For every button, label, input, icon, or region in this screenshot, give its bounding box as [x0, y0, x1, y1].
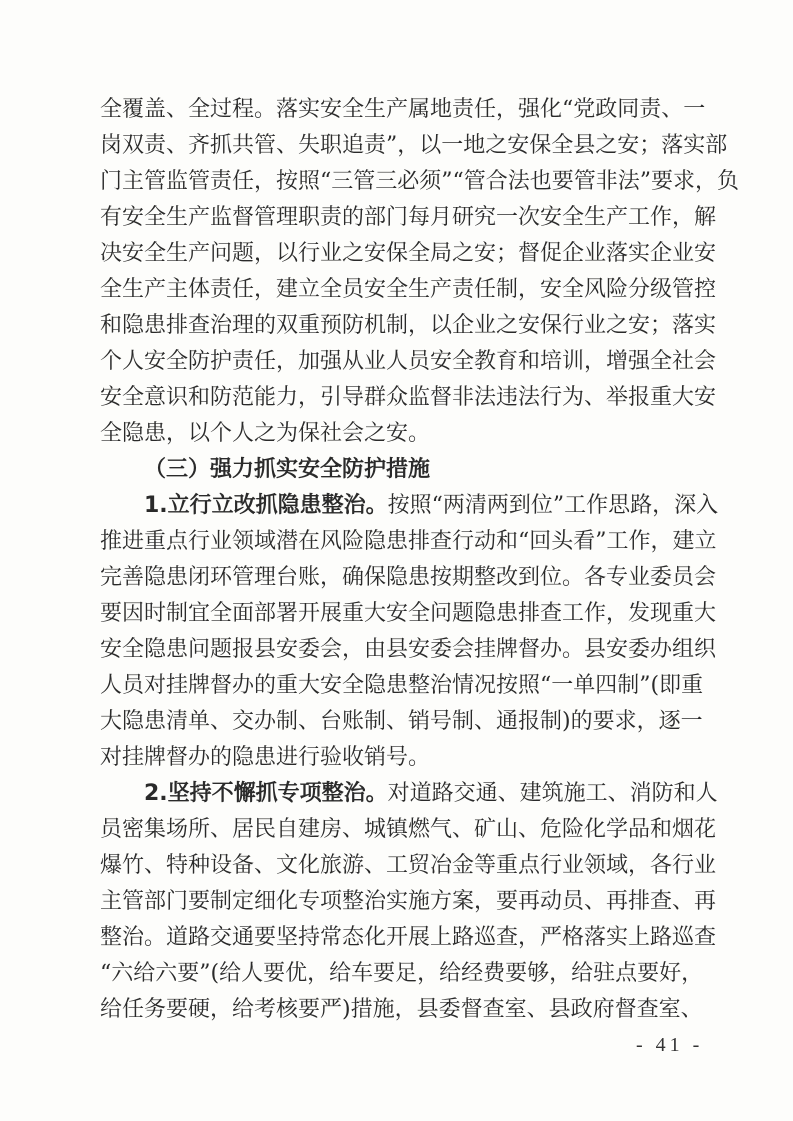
section-heading: （三）强力抓实安全防护措施	[144, 457, 431, 482]
item-title: 2.坚持不懈抓专项整治。	[144, 781, 388, 806]
text-line: 给任务要硬，给考核要严)措施，县委督查室、县政府督查室、	[100, 997, 703, 1022]
text-line: 个人安全防护责任，加强从业人员安全教育和培训，增强全社会	[100, 349, 717, 374]
text-line: 要因时制宜全面部署开展重大安全问题隐患排查工作，发现重大	[100, 601, 717, 626]
text-line: 完善隐患闭环管理台账，确保隐患按期整改到位。各专业委员会	[100, 565, 717, 590]
text-line	[100, 488, 719, 524]
text-line: 员密集场所、居民自建房、城镇燃气、矿山、危险化学品和烟花	[100, 817, 717, 842]
text-line: 和隐患排查治理的双重预防机制，以企业之安保行业之安；落实	[100, 313, 717, 338]
text-line: 全覆盖、全过程。落实安全生产属地责任，强化“党政同责、一	[100, 97, 706, 122]
text-line: 人员对挂牌督办的重大安全隐患整治情况按照“一单四制”(即重	[100, 673, 704, 698]
paragraph-responsibility	[100, 92, 739, 452]
text-line: “六给六要”(给人要优，给车要足，给经费要够，给驻点要好，	[100, 961, 704, 986]
item-title: 1.立行立改抓隐患整治。	[144, 493, 388, 518]
text-line	[100, 776, 718, 812]
text-line: 全隐患，以个人之为保社会之安。	[100, 421, 431, 446]
text-segment: 按照“两清两到位”工作思路，深入	[387, 493, 719, 518]
paragraph-special-rectification	[100, 776, 718, 1028]
paragraph-hazard-rectification	[100, 488, 719, 776]
page-number: - 41 -	[636, 1034, 704, 1056]
text-line: 主管部门要制定细化专项整治实施方案，要再动员、再排查、再	[100, 889, 717, 914]
text-line: 门主管监管责任，按照“三管三必须”“管合法也要管非法”要求，负	[100, 169, 739, 194]
text-line: 整治。道路交通要坚持常态化开展上路巡查，严格落实上路巡查	[100, 925, 717, 950]
text-segment: 对道路交通、建筑施工、消防和人	[387, 781, 718, 806]
text-line: 岗双责、齐抓共管、失职追责”，以一地之安保全县之安；落实部	[100, 133, 728, 158]
text-line: 推进重点行业领域潜在风险隐患排查行动和“回头看”工作，建立	[100, 529, 717, 554]
text-line: 安全隐患问题报县安委会，由县安委会挂牌督办。县安委办组织	[100, 637, 717, 662]
text-line: 全生产主体责任，建立全员安全生产责任制，安全风险分级管控	[100, 277, 717, 302]
text-line: 决安全生产问题，以行业之安保全局之安；督促企业落实企业安	[100, 241, 717, 266]
text-line: 大隐患清单、交办制、台账制、销号制、通报制)的要求，逐一	[100, 709, 703, 734]
text-line: 有安全生产监督管理职责的部门每月研究一次安全生产工作，解	[100, 205, 717, 230]
text-line: 对挂牌督办的隐患进行验收销号。	[100, 745, 431, 770]
text-line: 爆竹、特种设备、文化旅游、工贸冶金等重点行业领域，各行业	[100, 853, 717, 878]
text-line: 安全意识和防范能力，引导群众监督非法违法行为、举报重大安	[100, 385, 717, 410]
document-body	[100, 92, 739, 1028]
